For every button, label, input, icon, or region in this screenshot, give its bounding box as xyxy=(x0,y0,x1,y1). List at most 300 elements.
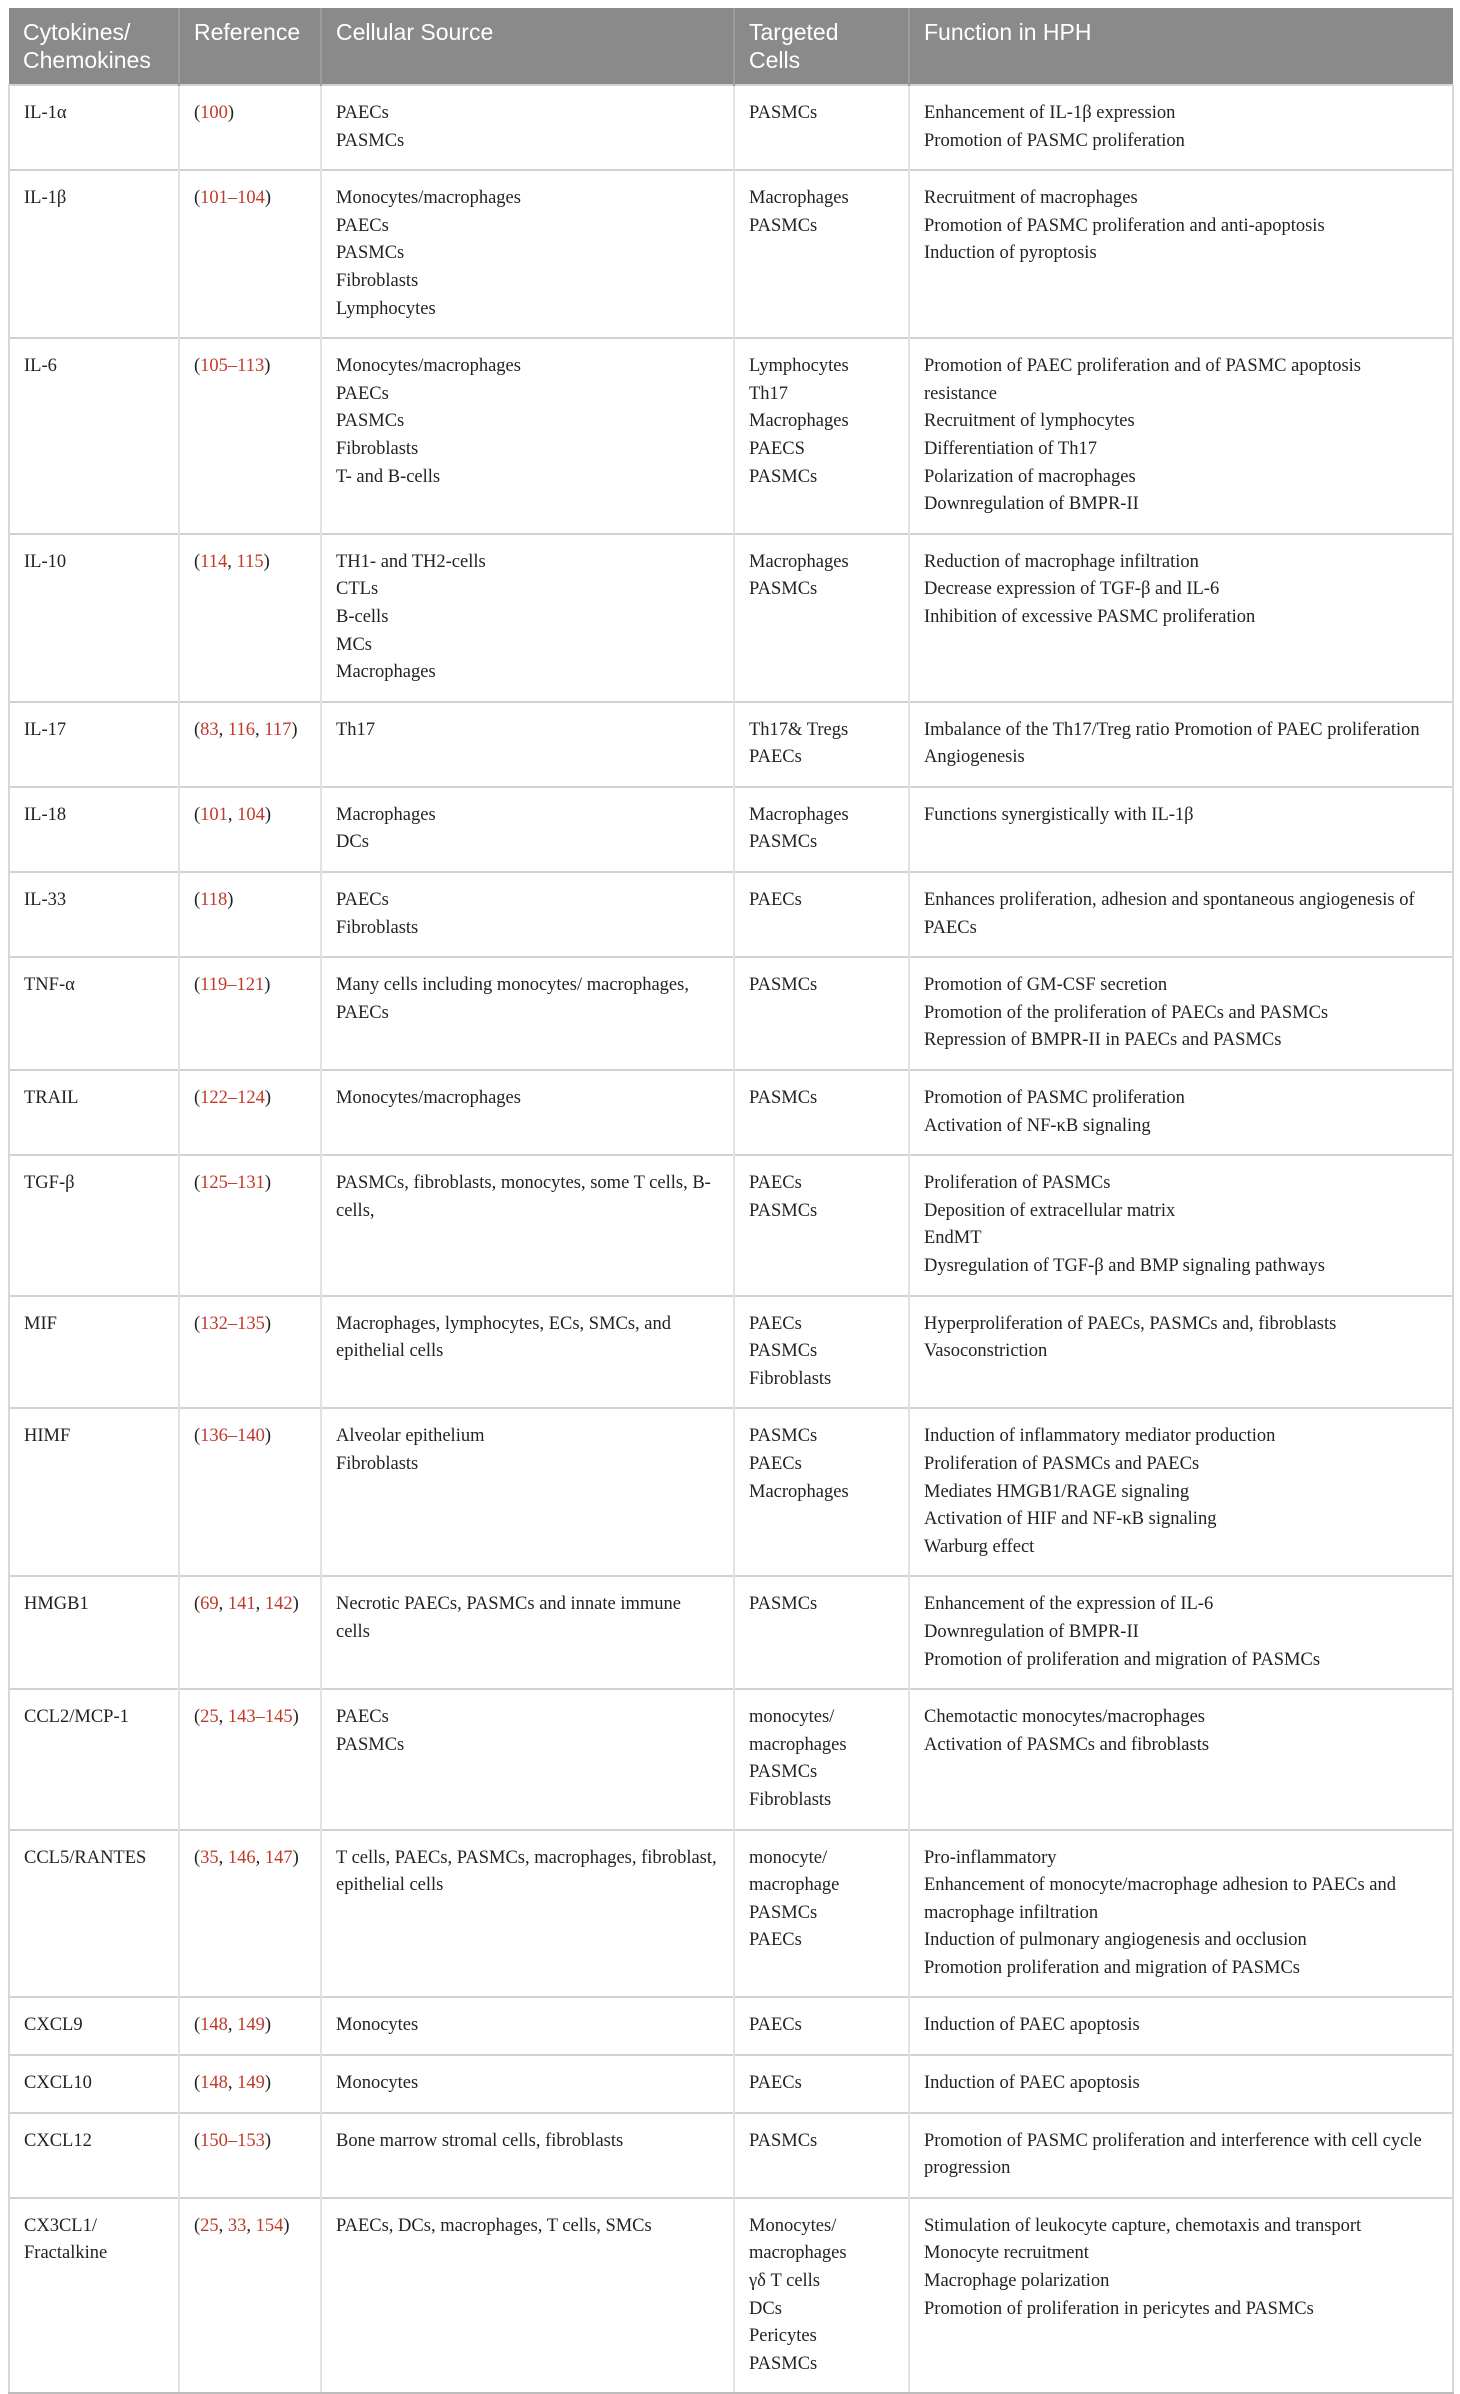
source-item: PAECs xyxy=(336,890,389,911)
target-item: PAECs xyxy=(749,2073,802,2094)
function-cell xyxy=(909,702,1453,787)
function-item: Induction of pulmonary angiogenesis and occlusion xyxy=(924,1930,1307,1951)
reference-punctuation: ) xyxy=(264,2130,272,2151)
reference-link[interactable]: 33 xyxy=(227,2215,247,2236)
function-item: Induction of pyroptosis xyxy=(924,243,1097,264)
function-item: Promotion of proliferation in pericytes and PASMCs xyxy=(924,2298,1314,2319)
source-item: Many cells including monocytes/ macrophages, PAECs xyxy=(336,975,689,1023)
header-targeted-cells: Targeted Cells xyxy=(734,8,909,85)
reference-punctuation: , xyxy=(218,2215,228,2236)
function-item: Enhancement of IL-1β expression xyxy=(924,103,1176,123)
reference-punctuation: , xyxy=(227,804,238,825)
cellular-source-cell xyxy=(321,702,734,787)
header-cellular-source: Cellular Source xyxy=(321,8,734,85)
cytokine-name-cell: CXCL9 xyxy=(9,1997,179,2055)
cellular-source-cell xyxy=(321,1155,734,1295)
reference-punctuation: ( xyxy=(194,975,201,996)
target-item: PAECs xyxy=(749,890,802,911)
cytokine-table xyxy=(8,8,1454,2394)
target-item: PAECs xyxy=(749,1453,802,1474)
reference-punctuation: ) xyxy=(227,103,235,123)
function-cell xyxy=(909,1689,1453,1829)
reference-cell xyxy=(179,85,321,170)
function-item: Induction of inflammatory mediator production xyxy=(924,1426,1276,1447)
function-item: Vasoconstriction xyxy=(924,1341,1048,1362)
reference-link[interactable]: 114 xyxy=(200,551,228,572)
table-row xyxy=(9,1830,1453,1998)
table-row xyxy=(9,1070,1453,1155)
source-item: Fibroblasts xyxy=(336,270,419,291)
function-cell xyxy=(909,957,1453,1070)
cytokine-name-cell: IL-1α xyxy=(9,85,179,170)
function-item: Recruitment of lymphocytes xyxy=(924,411,1135,432)
reference-link[interactable]: 143–145 xyxy=(227,1707,293,1728)
source-item: Monocytes/macrophages xyxy=(336,1088,521,1109)
target-item: Macrophages xyxy=(749,804,849,825)
table-row xyxy=(9,2198,1453,2394)
target-item: PAECs xyxy=(749,1173,802,1194)
reference-punctuation: ) xyxy=(291,719,298,740)
table-row xyxy=(9,1408,1453,1576)
cytokine-name-cell: CCL5/RANTES xyxy=(9,1830,179,1998)
function-item: Recruitment of macrophages xyxy=(924,188,1138,209)
reference-punctuation: ) xyxy=(292,1707,299,1728)
reference-link[interactable]: 101–104 xyxy=(200,188,265,209)
function-item: EndMT xyxy=(924,1228,982,1249)
function-item: Inhibition of excessive PASMC proliferation xyxy=(924,606,1256,627)
target-item: PASMCs xyxy=(749,1594,818,1615)
reference-cell xyxy=(179,170,321,338)
function-item: Monocyte recruitment xyxy=(924,2243,1089,2264)
cytokine-name-cell: MIF xyxy=(9,1296,179,1409)
target-item: PASMCs xyxy=(749,2353,818,2374)
target-item: PASMCs xyxy=(749,1200,818,1221)
function-item: Promotion of the proliferation of PAECs and PASMCs xyxy=(924,1002,1329,1023)
target-item: PAECs xyxy=(749,2015,802,2036)
reference-cell xyxy=(179,787,321,872)
function-item: Deposition of extracellular matrix xyxy=(924,1200,1176,1221)
targeted-cells-cell xyxy=(734,1408,909,1576)
target-item: monocyte/ macrophage xyxy=(749,1847,840,1896)
reference-punctuation: ( xyxy=(194,1594,201,1615)
reference-link[interactable]: 147 xyxy=(264,1847,293,1868)
targeted-cells-cell xyxy=(734,1689,909,1829)
reference-link[interactable]: 105–113 xyxy=(200,356,265,377)
function-item: Activation of NF-κB signaling xyxy=(924,1115,1151,1136)
source-item: Fibroblasts xyxy=(336,1453,419,1474)
cytokine-name-cell: TGF-β xyxy=(9,1155,179,1295)
function-cell xyxy=(909,1296,1453,1409)
reference-punctuation: ) xyxy=(283,2215,290,2236)
target-item: Monocytes/ macrophages xyxy=(749,2215,847,2264)
source-item: Bone marrow stromal cells, fibroblasts xyxy=(336,2130,624,2151)
target-item: Macrophages xyxy=(749,188,849,209)
reference-cell xyxy=(179,2055,321,2113)
reference-link[interactable]: 35 xyxy=(200,1847,219,1868)
function-item: Hyperproliferation of PAECs, PASMCs and, fibroblasts xyxy=(924,1313,1337,1334)
source-item: CTLs xyxy=(336,579,379,600)
target-item: Macrophages xyxy=(749,1481,849,1502)
reference-punctuation: ( xyxy=(194,356,201,377)
reference-link[interactable]: 141 xyxy=(227,1594,256,1615)
reference-cell xyxy=(179,1689,321,1829)
function-item: Macrophage polarization xyxy=(924,2271,1110,2292)
target-item: PAECs xyxy=(749,1930,802,1951)
reference-punctuation: , xyxy=(227,2073,238,2094)
reference-link[interactable]: 149 xyxy=(237,2015,265,2036)
reference-punctuation: ) xyxy=(292,1594,299,1615)
cellular-source-cell xyxy=(321,1689,734,1829)
reference-cell xyxy=(179,1830,321,1998)
cytokine-name-cell: IL-18 xyxy=(9,787,179,872)
cytokine-name-cell: IL-17 xyxy=(9,702,179,787)
function-item: Promotion of PAEC proliferation and of PASMC apoptosis resistance xyxy=(924,356,1361,404)
reference-cell xyxy=(179,2198,321,2394)
reference-link[interactable]: 142 xyxy=(264,1594,293,1615)
reference-punctuation: ) xyxy=(264,356,271,377)
function-item: Activation of HIF and NF-κB signaling xyxy=(924,1509,1217,1530)
function-item: Enhancement of the expression of IL-6 xyxy=(924,1594,1214,1615)
reference-punctuation: ) xyxy=(264,188,272,209)
reference-punctuation: , xyxy=(218,719,228,740)
source-item: PAECs xyxy=(336,215,389,236)
table-row xyxy=(9,872,1453,957)
reference-link[interactable]: 25 xyxy=(200,1707,219,1728)
header-reference: Reference xyxy=(179,8,321,85)
reference-cell xyxy=(179,872,321,957)
table-row xyxy=(9,957,1453,1070)
reference-punctuation: ) xyxy=(264,975,271,996)
reference-link[interactable]: 115 xyxy=(236,551,264,572)
reference-cell xyxy=(179,1997,321,2055)
source-item: PAECs, DCs, macrophages, T cells, SMCs xyxy=(336,2215,652,2236)
reference-link[interactable]: 118 xyxy=(200,890,228,911)
table-row xyxy=(9,170,1453,338)
function-cell xyxy=(909,1997,1453,2055)
function-cell xyxy=(909,1070,1453,1155)
reference-punctuation: , xyxy=(218,1707,228,1728)
function-item: Repression of BMPR-II in PAECs and PASMCs xyxy=(924,1030,1282,1051)
reference-cell xyxy=(179,338,321,534)
source-item: TH1- and TH2-cells xyxy=(336,551,486,572)
targeted-cells-cell xyxy=(734,2198,909,2394)
cytokine-name-cell: HIMF xyxy=(9,1408,179,1576)
cytokine-name-cell: CXCL12 xyxy=(9,2113,179,2198)
cytokine-name-cell: IL-6 xyxy=(9,338,179,534)
function-item: Downregulation of BMPR-II xyxy=(924,494,1139,515)
target-item: PAECs xyxy=(749,747,802,768)
table-row xyxy=(9,2113,1453,2198)
function-item: Enhances proliferation, adhesion and spontaneous angiogenesis of PAECs xyxy=(924,890,1415,938)
source-item: Monocytes xyxy=(336,2073,419,2094)
function-item: Promotion of PASMC proliferation and interference with cell cycle progression xyxy=(924,2130,1422,2179)
targeted-cells-cell xyxy=(734,787,909,872)
source-item: Fibroblasts xyxy=(336,917,419,938)
reference-link[interactable]: 116 xyxy=(227,719,255,740)
function-cell xyxy=(909,2113,1453,2198)
function-item: Polarization of macrophages xyxy=(924,466,1136,487)
reference-punctuation: ) xyxy=(264,804,272,825)
target-item: PASMCs xyxy=(749,103,818,123)
header-row xyxy=(9,8,1453,85)
function-cell xyxy=(909,787,1453,872)
reference-punctuation: ) xyxy=(292,1847,299,1868)
targeted-cells-cell xyxy=(734,2055,909,2113)
reference-link[interactable]: 148 xyxy=(200,2015,228,2036)
targeted-cells-cell xyxy=(734,957,909,1070)
function-item: Pro-inflammatory xyxy=(924,1847,1057,1868)
cellular-source-cell xyxy=(321,338,734,534)
reference-cell xyxy=(179,957,321,1070)
reference-punctuation: ( xyxy=(194,1173,201,1194)
reference-link[interactable]: 136–140 xyxy=(200,1426,265,1447)
targeted-cells-cell xyxy=(734,1997,909,2055)
reference-link[interactable]: 101 xyxy=(200,804,228,825)
source-item: Macrophages xyxy=(336,804,436,825)
table-row xyxy=(9,2055,1453,2113)
targeted-cells-cell xyxy=(734,338,909,534)
target-item: Fibroblasts xyxy=(749,1789,832,1810)
cytokine-name-cell: TRAIL xyxy=(9,1070,179,1155)
cellular-source-cell xyxy=(321,1997,734,2055)
table-row xyxy=(9,787,1453,872)
reference-punctuation: ( xyxy=(194,719,201,740)
reference-punctuation: , xyxy=(227,551,237,572)
target-item: monocytes/ macrophages xyxy=(749,1707,847,1755)
targeted-cells-cell xyxy=(734,85,909,170)
source-item: PAECs xyxy=(336,103,389,123)
reference-punctuation: , xyxy=(255,1594,265,1615)
cytokine-name-cell: IL-1β xyxy=(9,170,179,338)
reference-punctuation: ) xyxy=(264,2015,272,2036)
table-row xyxy=(9,534,1453,702)
function-item: Functions synergistically with IL-1β xyxy=(924,804,1194,825)
cellular-source-cell xyxy=(321,1070,734,1155)
reference-cell xyxy=(179,1576,321,1689)
reference-cell xyxy=(179,534,321,702)
target-item: PASMCs xyxy=(749,1902,818,1923)
cytokine-name-cell: IL-33 xyxy=(9,872,179,957)
source-item: Macrophages, lymphocytes, ECs, SMCs, and epithelial cells xyxy=(336,1313,672,1362)
reference-punctuation: ) xyxy=(264,1088,272,1109)
reference-link[interactable]: 122–124 xyxy=(200,1088,265,1109)
function-item: Dysregulation of TGF-β and BMP signaling pathways xyxy=(924,1256,1325,1276)
reference-punctuation: ( xyxy=(194,1088,201,1109)
source-item: Lymphocytes xyxy=(336,298,436,319)
source-item: Alveolar epithelium xyxy=(336,1426,485,1447)
target-item: Lymphocytes xyxy=(749,356,849,377)
cellular-source-cell xyxy=(321,2113,734,2198)
cytokine-name-cell: TNF-α xyxy=(9,957,179,1070)
target-item: PASMCs xyxy=(749,1426,818,1447)
target-item: PAECS xyxy=(749,438,805,459)
target-item: PASMCs xyxy=(749,975,818,996)
reference-punctuation: ( xyxy=(194,1313,201,1334)
reference-punctuation: ) xyxy=(263,551,270,572)
reference-link[interactable]: 69 xyxy=(200,1594,219,1615)
reference-punctuation: ( xyxy=(194,188,201,209)
reference-punctuation: ( xyxy=(194,1426,201,1447)
cytokine-name-cell: HMGB1 xyxy=(9,1576,179,1689)
target-item: Fibroblasts xyxy=(749,1368,832,1389)
function-cell xyxy=(909,85,1453,170)
function-cell xyxy=(909,2198,1453,2394)
reference-link[interactable]: 150–153 xyxy=(200,2130,265,2151)
reference-punctuation: ) xyxy=(264,1313,272,1334)
cellular-source-cell xyxy=(321,1830,734,1998)
reference-punctuation: , xyxy=(255,719,265,740)
reference-cell xyxy=(179,1155,321,1295)
function-item: Angiogenesis xyxy=(924,747,1025,768)
function-item: Downregulation of BMPR-II xyxy=(924,1621,1139,1642)
source-item: PASMCs, fibroblasts, monocytes, some T cells, B-cells, xyxy=(336,1173,711,1221)
source-item: B-cells xyxy=(336,606,389,627)
function-cell xyxy=(909,170,1453,338)
function-item: Induction of PAEC apoptosis xyxy=(924,2073,1140,2094)
function-cell xyxy=(909,1576,1453,1689)
target-item: PASMCs xyxy=(749,1088,818,1109)
function-item: Warburg effect xyxy=(924,1536,1035,1557)
cellular-source-cell xyxy=(321,1296,734,1409)
function-item: Promotion of PASMC proliferation and anti-apoptosis xyxy=(924,215,1325,236)
function-cell xyxy=(909,338,1453,534)
reference-punctuation: ( xyxy=(194,2130,201,2151)
header-function: Function in HPH xyxy=(909,8,1453,85)
targeted-cells-cell xyxy=(734,170,909,338)
source-item: PASMCs xyxy=(336,411,405,432)
targeted-cells-cell xyxy=(734,702,909,787)
reference-punctuation: , xyxy=(255,1847,265,1868)
reference-punctuation: ( xyxy=(194,1847,201,1868)
reference-punctuation: ( xyxy=(194,2215,201,2236)
cellular-source-cell xyxy=(321,957,734,1070)
cellular-source-cell xyxy=(321,170,734,338)
function-item: Proliferation of PASMCs and PAECs xyxy=(924,1453,1200,1474)
target-item: PASMCs xyxy=(749,1341,818,1362)
reference-cell xyxy=(179,702,321,787)
reference-link[interactable]: 83 xyxy=(200,719,219,740)
table-row xyxy=(9,1997,1453,2055)
function-cell xyxy=(909,872,1453,957)
target-item: Th17 xyxy=(749,383,789,404)
reference-punctuation: , xyxy=(246,2215,256,2236)
reference-link[interactable]: 149 xyxy=(237,2073,265,2094)
target-item: PASMCs xyxy=(749,832,818,853)
source-item: Monocytes xyxy=(336,2015,419,2036)
reference-link[interactable]: 154 xyxy=(255,2215,284,2236)
function-item: Promotion of GM-CSF secretion xyxy=(924,975,1168,996)
targeted-cells-cell xyxy=(734,534,909,702)
reference-link[interactable]: 104 xyxy=(237,804,265,825)
table-body xyxy=(9,85,1453,2393)
cytokine-name-cell: CXCL10 xyxy=(9,2055,179,2113)
cellular-source-cell xyxy=(321,2055,734,2113)
target-item: PAECs xyxy=(749,1313,802,1334)
cellular-source-cell xyxy=(321,1576,734,1689)
reference-punctuation: ( xyxy=(194,2015,201,2036)
function-item: Stimulation of leukocyte capture, chemotaxis and transport xyxy=(924,2215,1362,2236)
reference-punctuation: , xyxy=(227,2015,238,2036)
source-item: T cells, PAECs, PASMCs, macrophages, fibroblast, epithelial cells xyxy=(336,1847,717,1896)
target-item: Th17& Tregs xyxy=(749,719,849,740)
targeted-cells-cell xyxy=(734,872,909,957)
source-item: PASMCs xyxy=(336,243,405,264)
function-cell xyxy=(909,2055,1453,2113)
reference-punctuation: , xyxy=(218,1847,228,1868)
cellular-source-cell xyxy=(321,1408,734,1576)
cellular-source-cell xyxy=(321,2198,734,2394)
reference-link[interactable]: 100 xyxy=(200,103,228,123)
reference-cell xyxy=(179,2113,321,2198)
function-item: Enhancement of monocyte/macrophage adhesion to PAECs and macrophage infiltration xyxy=(924,1875,1396,1923)
reference-link[interactable]: 117 xyxy=(264,719,292,740)
table-row xyxy=(9,1576,1453,1689)
function-item: Proliferation of PASMCs xyxy=(924,1173,1111,1194)
cytokine-name-cell: CCL2/MCP-1 xyxy=(9,1689,179,1829)
source-item: Monocytes/macrophages xyxy=(336,188,521,209)
reference-punctuation: ( xyxy=(194,804,201,825)
reference-link[interactable]: 132–135 xyxy=(200,1313,265,1334)
table-row xyxy=(9,702,1453,787)
reference-link[interactable]: 25 xyxy=(200,2215,219,2236)
source-item: MCs xyxy=(336,634,372,655)
targeted-cells-cell xyxy=(734,1070,909,1155)
target-item: DCs xyxy=(749,2298,782,2319)
targeted-cells-cell xyxy=(734,1576,909,1689)
targeted-cells-cell xyxy=(734,1155,909,1295)
reference-link[interactable]: 119–121 xyxy=(200,975,265,996)
source-item: Macrophages xyxy=(336,662,436,683)
targeted-cells-cell xyxy=(734,1830,909,1998)
function-item: Differentiation of Th17 xyxy=(924,438,1097,459)
source-item: PASMCs xyxy=(336,1734,405,1755)
table-row xyxy=(9,1296,1453,1409)
table-row xyxy=(9,85,1453,170)
reference-punctuation: ) xyxy=(264,1426,272,1447)
reference-link[interactable]: 146 xyxy=(227,1847,256,1868)
cytokine-name-cell: IL-10 xyxy=(9,534,179,702)
reference-punctuation: ) xyxy=(264,2073,272,2094)
function-cell xyxy=(909,534,1453,702)
function-item: Promotion of proliferation and migration of PASMCs xyxy=(924,1649,1321,1670)
table-row xyxy=(9,1155,1453,1295)
reference-punctuation: , xyxy=(218,1594,228,1615)
target-item: Pericytes xyxy=(749,2326,817,2347)
source-item: Fibroblasts xyxy=(336,438,419,459)
reference-punctuation: ) xyxy=(227,890,234,911)
function-item: Activation of PASMCs and fibroblasts xyxy=(924,1734,1210,1755)
target-item: PASMCs xyxy=(749,466,818,487)
table-header xyxy=(9,8,1453,85)
reference-cell xyxy=(179,1408,321,1576)
function-item: Imbalance of the Th17/Treg ratio Promotion of PAEC proliferation xyxy=(924,719,1420,740)
function-item: Induction of PAEC apoptosis xyxy=(924,2015,1140,2036)
source-item: PAECs xyxy=(336,1707,389,1728)
function-item: Decrease expression of TGF-β and IL-6 xyxy=(924,579,1220,600)
source-item: PAECs xyxy=(336,383,389,404)
reference-punctuation: ( xyxy=(194,1707,201,1728)
reference-link[interactable]: 125–131 xyxy=(200,1173,265,1194)
target-item: PASMCs xyxy=(749,2130,818,2151)
reference-punctuation: ) xyxy=(264,1173,272,1194)
target-item: PASMCs xyxy=(749,579,818,600)
function-cell xyxy=(909,1408,1453,1576)
function-item: Promotion of PASMC proliferation xyxy=(924,1088,1185,1109)
function-item: Mediates HMGB1/RAGE signaling xyxy=(924,1481,1190,1502)
function-item: Chemotactic monocytes/macrophages xyxy=(924,1707,1206,1728)
reference-link[interactable]: 148 xyxy=(200,2073,228,2094)
header-cytokine: Cytokines/ Chemokines xyxy=(9,8,179,85)
